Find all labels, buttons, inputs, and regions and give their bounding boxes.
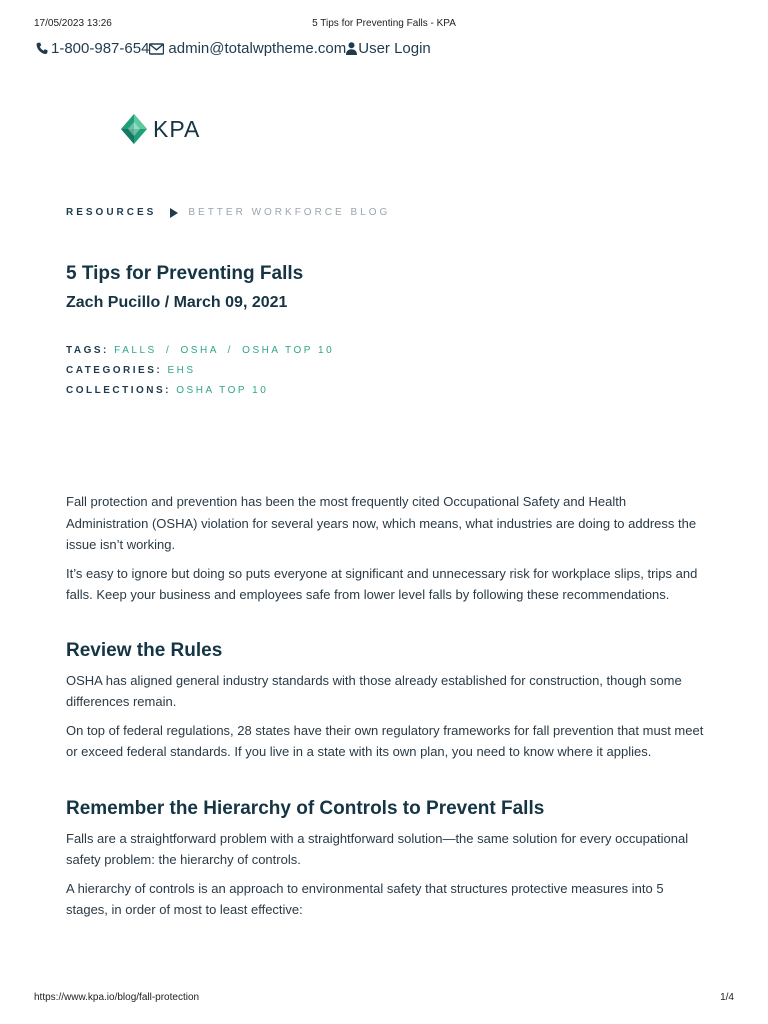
user-login-label: User Login <box>358 40 431 57</box>
categories-row <box>66 365 196 376</box>
category-link[interactable]: EHS <box>167 365 196 376</box>
phone-link[interactable] <box>36 40 149 57</box>
caret-right-icon <box>170 208 178 218</box>
breadcrumb <box>66 207 390 218</box>
page-title: 5 Tips for Preventing Falls <box>66 263 304 284</box>
print-url: https://www.kpa.io/blog/fall-protection <box>34 992 200 1003</box>
email-link[interactable] <box>149 40 346 57</box>
article-body <box>66 491 708 928</box>
kpa-logo[interactable] <box>120 113 200 145</box>
kpa-logo-icon <box>120 113 148 145</box>
tags-label: TAGS: <box>66 345 109 356</box>
section-heading: Remember the Hierarchy of Controls to Prevent Falls <box>66 797 545 819</box>
categories-label: CATEGORIES: <box>66 365 163 376</box>
collection-link[interactable]: OSHA TOP 10 <box>176 385 269 396</box>
tag-link[interactable]: OSHA TOP 10 <box>242 345 335 356</box>
paragraph: On top of federal regulations, 28 states have their own regulatory frameworks for fall prevention that must meet or exceed federal standards. If you live in a state with its own plan, you need to know where it applies. <box>66 722 704 759</box>
print-title: 5 Tips for Preventing Falls - KPA <box>312 18 456 29</box>
article-byline: Zach Pucillo / March 09, 2021 <box>66 294 288 311</box>
email-address: admin@totalwptheme.com <box>168 40 347 57</box>
section-heading: Review the Rules <box>66 639 223 661</box>
collections-row <box>66 385 268 396</box>
print-date: 17/05/2023 13:26 <box>34 18 112 29</box>
user-icon <box>346 42 357 55</box>
breadcrumb-resources[interactable]: RESOURCES <box>66 207 157 218</box>
tag-separator: / <box>165 345 172 356</box>
paragraph: Falls are a straightforward problem with a straightforward solution—the same solution for every occupational safety problem: the hierarchy of controls. <box>66 830 689 867</box>
collections-label: COLLECTIONS: <box>66 385 171 396</box>
paragraph: It’s easy to ignore but doing so puts everyone at significant and unnecessary risk for workplace slips, trips and falls. Keep your business and employees safe from lower level falls by following these recommendations. <box>66 565 698 602</box>
logo-text: KPA <box>153 115 201 142</box>
tag-link[interactable]: OSHA <box>180 345 219 356</box>
envelope-icon <box>149 43 164 55</box>
breadcrumb-current[interactable]: BETTER WORKFORCE BLOG <box>188 207 391 218</box>
contact-bar <box>36 40 431 57</box>
tag-separator: / <box>227 345 233 356</box>
phone-number: 1-800-987-654 <box>51 40 150 57</box>
tag-link[interactable]: FALLS <box>114 345 157 356</box>
paragraph: Fall protection and prevention has been the most frequently cited Occupational Safety and Health Administration (OSHA) violation for several years now, which means, what industries are doing to address the issue isn’t working. <box>66 494 697 552</box>
phone-icon <box>36 42 48 55</box>
user-login-link[interactable] <box>346 40 431 57</box>
paragraph: OSHA has aligned general industry standards with those already established for construction, though some differences remain. <box>66 672 682 709</box>
tags-row <box>66 345 334 356</box>
print-page-number: 1/4 <box>720 992 734 1003</box>
paragraph: A hierarchy of controls is an approach to environmental safety that structures protective measures into 5 stages, in order of most to least effective: <box>66 880 664 917</box>
